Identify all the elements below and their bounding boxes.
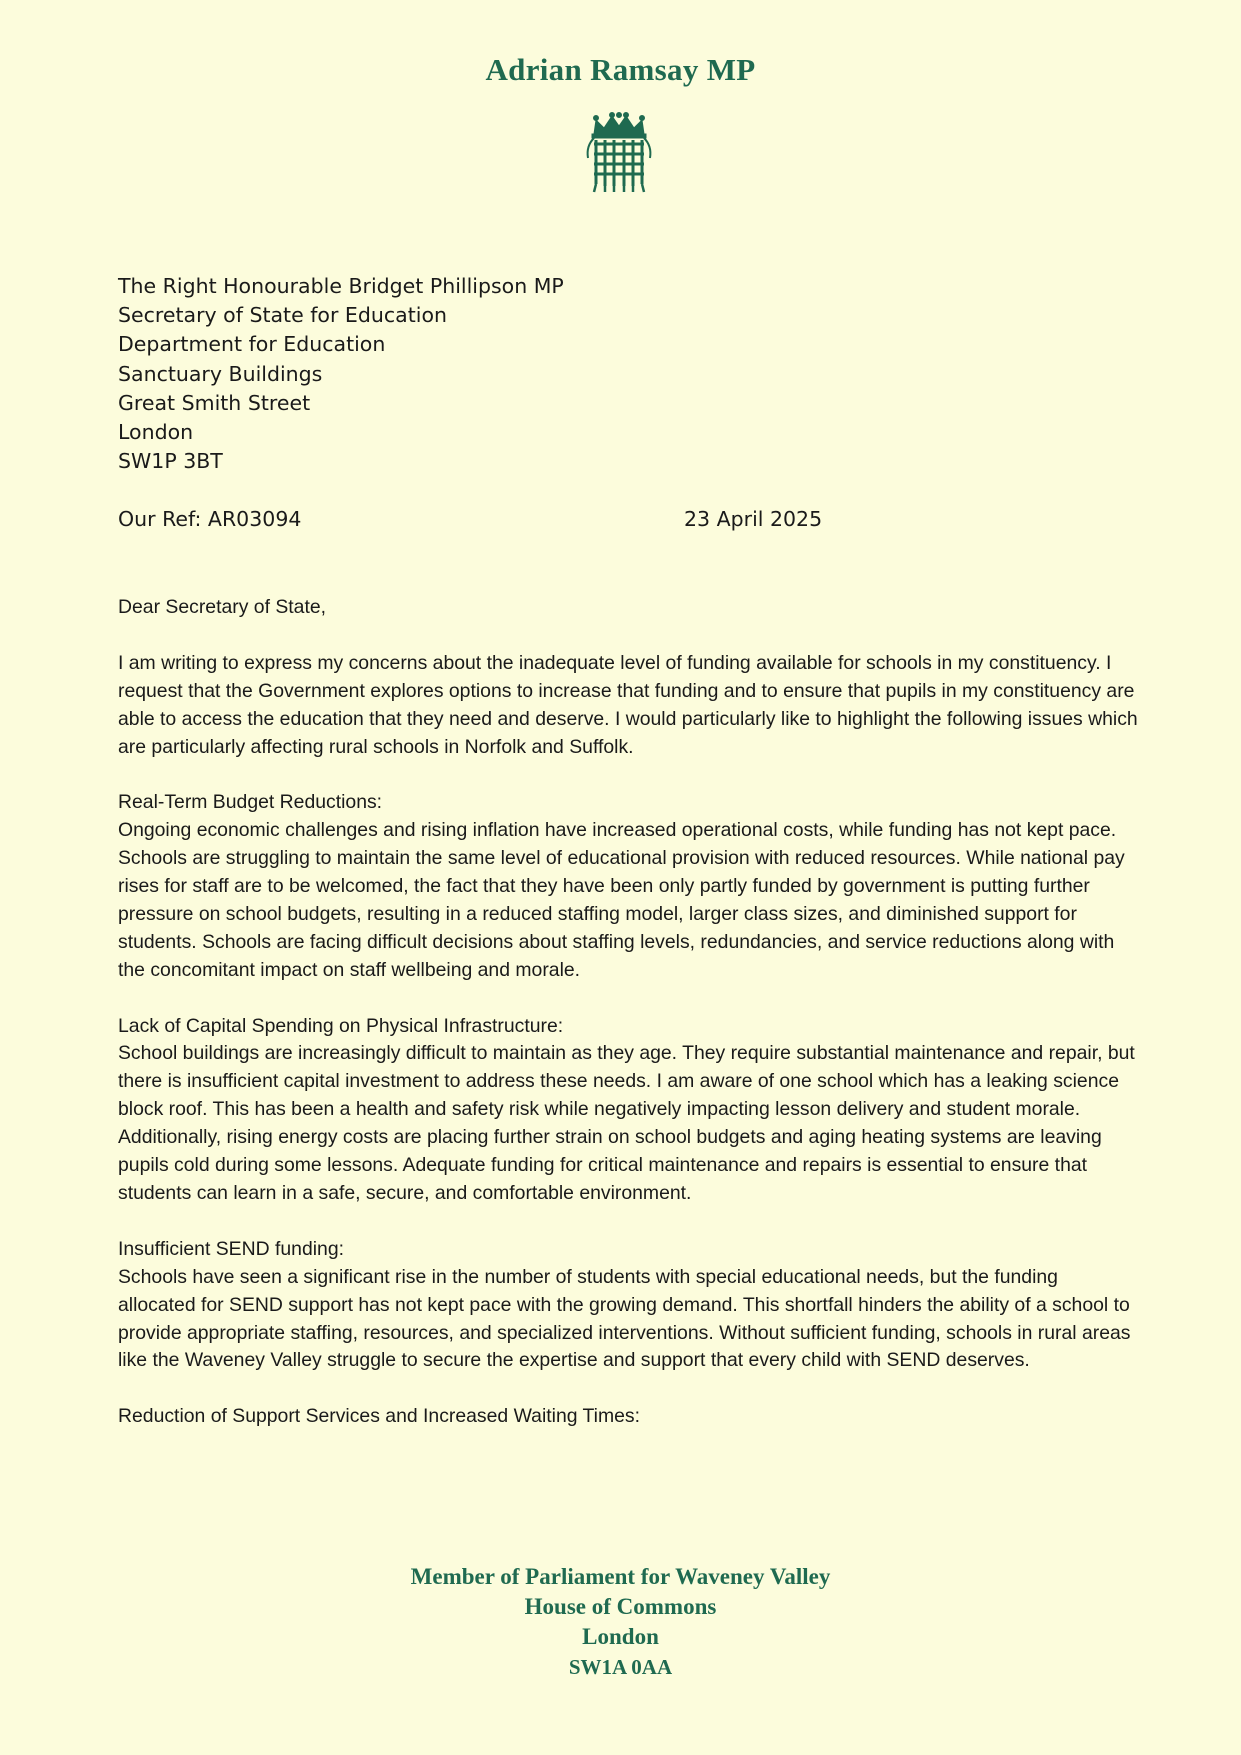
salutation: Dear Secretary of State,: [118, 596, 327, 618]
footer-postcode: SW1A 0AA: [568, 1655, 673, 1679]
mp-name-heading: Adrian Ramsay MP: [485, 52, 756, 87]
footer-house: House of Commons: [524, 1594, 717, 1619]
section-paragraph: School buildings are increasingly difficult to maintain as they age. They require substantial maintenance and repair, but there is insufficient capital investment to address these needs. I am aware of one school which has a leaking science block roof. This has been a health and safety risk while negatively impacting lesson delivery and student morale. Additionally, rising energy costs are placing further strain on school budgets and aging heating systems are leaving pupils cold during some lessons. Adequate funding for critical maintenance and repairs is essential to ensure that students can learn in a safe, secure, and comfortable environment.: [118, 1042, 1135, 1204]
section-paragraph: Schools have seen a significant rise in the number of students with special educational needs, but the funding allocated for SEND support has not kept pace with the growing demand. This shortfall hinders the ability of a school to provide appropriate staffing, resources, and specialized interventions. Without sufficient funding, schools in rural areas like the Waveney Valley struggle to secure the expertise and support that every child with SEND deserves.: [118, 1265, 1131, 1372]
portcullis-icon: [582, 112, 656, 194]
address-line: The Right Honourable Bridget Phillipson MP: [118, 274, 564, 298]
address-line: Department for Education: [118, 332, 386, 357]
section-heading: Reduction of Support Services and Increased Waiting Times:: [118, 1405, 641, 1428]
letter-body: [118, 594, 1138, 1431]
address-line: Sanctuary Buildings: [118, 361, 323, 386]
section-heading: Lack of Capital Spending on Physical Infrastructure:: [118, 1014, 564, 1037]
address-line: Great Smith Street: [118, 390, 311, 415]
address-line: London: [118, 420, 194, 445]
section-heading: Real-Term Budget Reductions:: [118, 791, 383, 814]
footer-constituency: Member of Parliament for Waveney Valley: [410, 1564, 831, 1589]
footer-city: London: [582, 1624, 659, 1649]
letter-date: 23 April 2025: [684, 507, 823, 531]
intro-paragraph: I am writing to express my concerns about the inadequate level of funding available for schools in my constituency. I request that the Government explores options to increase that funding and to ensure that pupils in my constituency are able to access the education that they need and deserve. I would particularly like to highlight the following issues which are particularly affecting rural schools in Norfolk and Suffolk.: [118, 651, 1138, 758]
section-paragraph: Ongoing economic challenges and rising inflation have increased operational costs, while funding has not kept pace. Schools are struggling to maintain the same level of educational provision with reduced resources. While national pay rises for staff are to be welcomed, the fact that they have been only partly funded by government is putting further pressure on school budgets, resulting in a reduced staffing model, larger class sizes, and diminished support for students. Schools are facing difficult decisions about staffing levels, redundancies, and service reductions along with the concomitant impact on staff wellbeing and morale.: [118, 819, 1125, 981]
recipient-address: [118, 272, 564, 476]
address-line: Secretary of State for Education: [118, 303, 447, 328]
section-heading: Insufficient SEND funding:: [118, 1237, 344, 1260]
address-line: SW1P 3BT: [118, 449, 223, 474]
letterhead-footer: [0, 1562, 1241, 1682]
reference-number: Our Ref: AR03094: [118, 507, 302, 531]
